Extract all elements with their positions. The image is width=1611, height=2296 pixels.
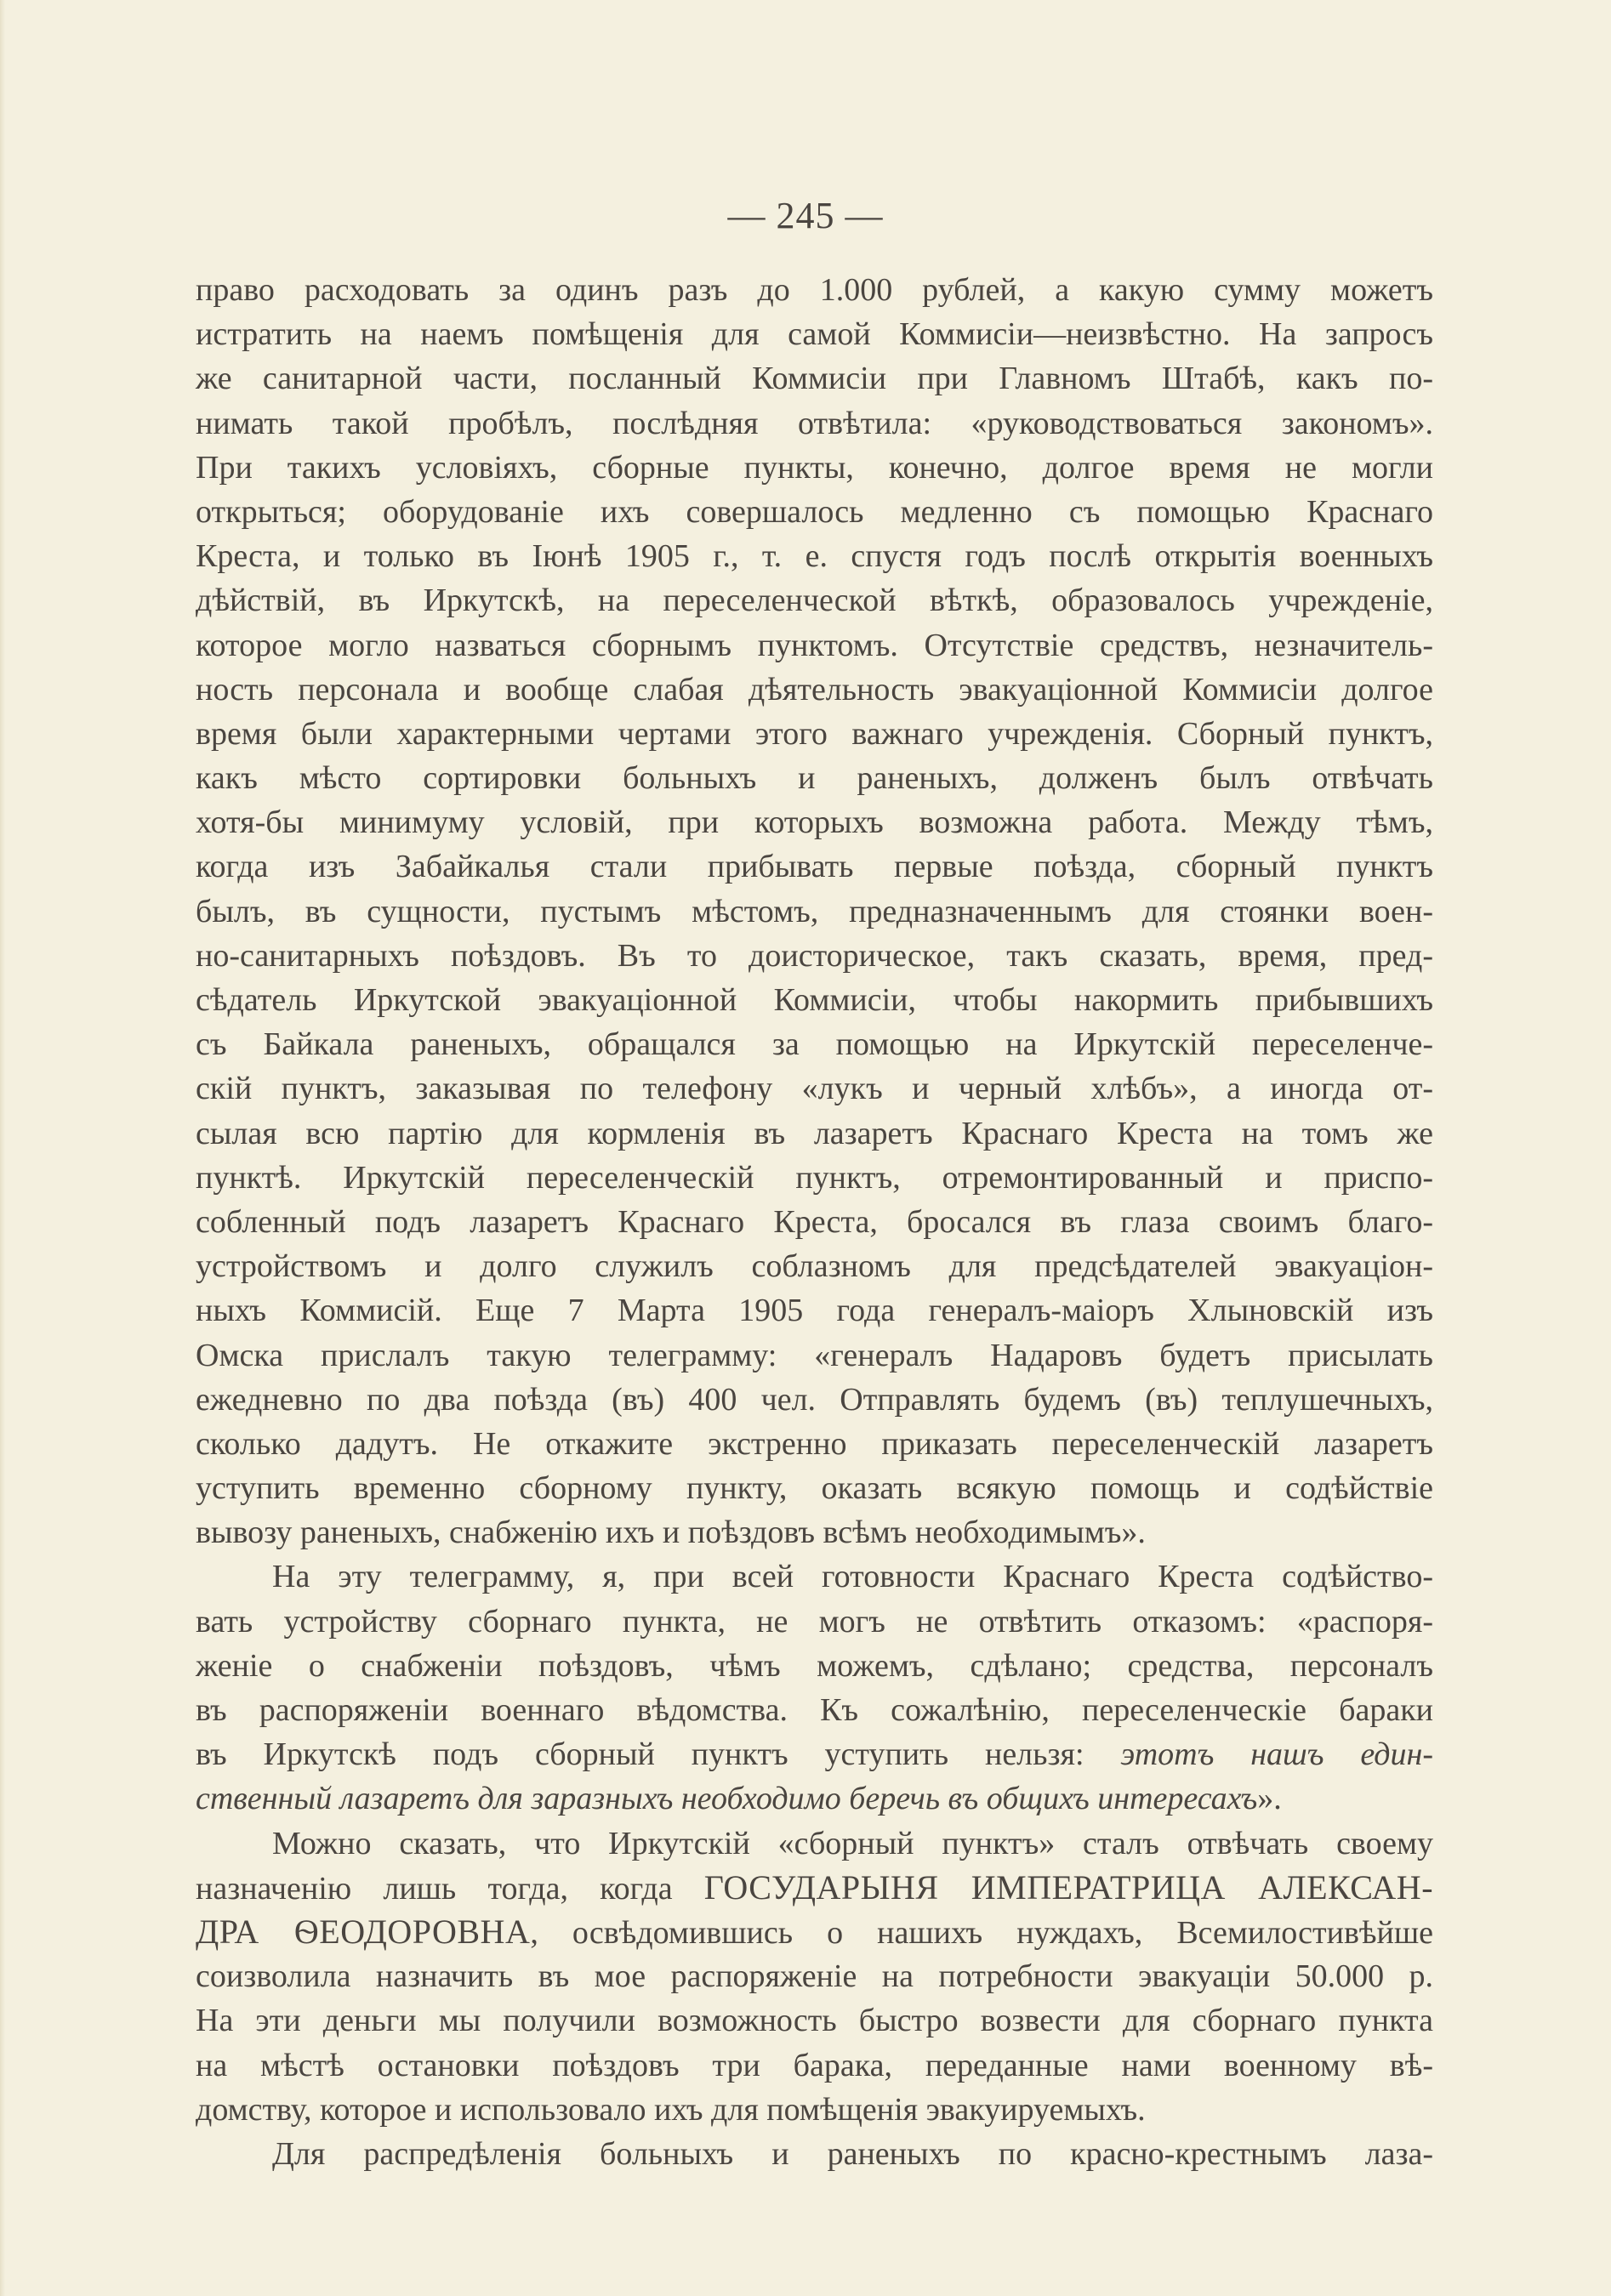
paragraph-start-line: На эту телеграмму, я, при всей готовности Краснаго Креста содѣйство- (272, 1559, 1433, 1595)
text-line: ныхъ Коммисій. Еще 7 Марта 1905 года генералъ-маіоръ Хлыновскій изъ (196, 1293, 1433, 1329)
text-line-mixed (196, 1910, 1433, 1954)
text-line: какъ мѣсто сортировки больныхъ и раненыхъ, долженъ былъ отвѣчать (196, 760, 1433, 797)
page-number: — 245 — (727, 195, 884, 236)
text-line: но-санитарныхъ поѣздовъ. Въ то доисторическое, такъ сказать, время, пред- (196, 937, 1433, 974)
text-line: скій пунктъ, заказывая по телефону «лукъ и черный хлѣбъ», а иногда от- (196, 1071, 1433, 1107)
text-line: вывозу раненыхъ, снабженію ихъ и поѣздовъ всѣмъ необходимымъ». (196, 1515, 1146, 1551)
italic-segment: этотъ нашъ един- (1120, 1736, 1434, 1773)
text-line: нимать такой пробѣлъ, послѣдняя отвѣтила: «руководствоваться закономъ». (196, 405, 1433, 441)
italic-segment: ственный лазаретъ для заразныхъ необходимо беречь въ общихъ интересахъ (196, 1781, 1258, 1817)
text-line: когда изъ Забайкалья стали прибывать первые поѣзда, сборный пунктъ (196, 849, 1433, 885)
text-line: дѣйствій, въ Иркутскѣ, на переселенческой вѣткѣ, образовалось учрежденіе, (196, 583, 1433, 619)
text-line: Омска прислалъ такую телеграмму: «генералъ Надаровъ будетъ присылать (196, 1337, 1433, 1373)
text-line: домству, которое и использовало ихъ для помѣщенія эвакуируемыхъ. (196, 2091, 1146, 2128)
text-line: на мѣстѣ остановки поѣздовъ три барака, переданные нами военному вѣ- (196, 2047, 1433, 2083)
text-line: съ Байкала раненыхъ, обращался за помощью на Иркутскій переселенче- (196, 1026, 1433, 1063)
text-line: уступить временно сборному пункту, оказать всякую помощь и содѣйствіе (196, 1470, 1433, 1507)
text-line-mixed (196, 1866, 1433, 1910)
text-line: Креста, и только въ Іюнѣ 1905 г., т. е. спустя годъ послѣ открытія военныхъ (196, 538, 1433, 575)
text-line: На эти деньги мы получили возможность быстро возвести для сборнаго пункта (196, 2003, 1433, 2039)
text-line: былъ, въ сущности, пустымъ мѣстомъ, предназначеннымъ для стоянки воен- (196, 893, 1433, 929)
caps-segment: ДРА ѲЕОДОРОВНА (196, 1912, 531, 1951)
text-segment: , освѣдомившись о нашихъ нуждахъ, Всемилостивѣйше (530, 1914, 1433, 1951)
text-line: женіе о снабженіи поѣздовъ, чѣмъ можемъ, сдѣлано; средства, персоналъ (196, 1647, 1433, 1684)
text-line: сколько дадутъ. Не откажите экстренно приказать переселенческій лазаретъ (196, 1425, 1433, 1462)
text-line: ность персонала и вообще слабая дѣятельность эвакуаціонной Коммисіи долгое (196, 671, 1433, 708)
text-line: собленный подъ лазаретъ Краснаго Креста, бросался въ глаза своимъ благо- (196, 1203, 1433, 1240)
text-line: сѣдатель Иркутской эвакуаціонной Коммисіи, чтобы накормить прибывшихъ (196, 982, 1433, 1018)
text-segment: въ Иркутскѣ подъ сборный пунктъ уступить нельзя: (196, 1736, 1084, 1773)
text-line: устройствомъ и долго служилъ соблазномъ для предсѣдателей эвакуаціон- (196, 1248, 1433, 1285)
page-edge-shadow (0, 0, 5, 2296)
text-line: соизволила назначить въ мое распоряженіе на потребности эвакуаціи 50.000 р. (196, 1958, 1433, 1995)
text-line: истратить на наемъ помѣщенія для самой Коммисіи—неизвѣстно. На запросъ (196, 316, 1433, 353)
text-segment: назначенію лишь тогда, когда (196, 1870, 673, 1907)
caps-segment: ГОСУДАРЫНЯ ИМПЕРАТРИЦА АЛЕКСАН- (703, 1867, 1434, 1907)
text-segment: ». (1257, 1781, 1282, 1817)
text-line: открыться; оборудованіе ихъ совершалось медленно съ помощью Краснаго (196, 493, 1433, 530)
text-line: которое могло назваться сборнымъ пунктомъ. Отсутствіе средствъ, незначитель- (196, 627, 1433, 663)
main-text (196, 268, 1433, 2176)
text-line: При такихъ условіяхъ, сборные пункты, конечно, долгое время не могли (196, 449, 1433, 486)
text-line: вать устройству сборнаго пункта, не могъ не отвѣтить отказомъ: «распоря- (196, 1603, 1433, 1640)
paragraph-start-line: Для распредѣленія больныхъ и раненыхъ по красно-крестнымъ лаза- (272, 2135, 1433, 2172)
text-line: хотя-бы минимуму условій, при которыхъ возможна работа. Между тѣмъ, (196, 804, 1433, 841)
text-line: же санитарной части, посланный Коммисіи при Главномъ Штабѣ, какъ по- (196, 361, 1433, 397)
text-line: сылая всю партію для кормленія въ лазаретъ Краснаго Креста на томъ же (196, 1115, 1433, 1151)
text-line: пунктѣ. Иркутскій переселенческій пунктъ, отремонтированный и приспо- (196, 1159, 1433, 1196)
paragraph-start-line: Можно сказать, что Иркутскій «сборный пунктъ» сталъ отвѣчать своему (272, 1825, 1433, 1861)
text-line: ежедневно по два поѣзда (въ) 400 чел. Отправлять будемъ (въ) теплушечныхъ, (196, 1381, 1433, 1418)
text-line-mixed (196, 1732, 1433, 1776)
text-line: право расходовать за одинъ разъ до 1.000 рублей, а какую сумму можетъ (196, 272, 1433, 308)
text-line-mixed (196, 1776, 1433, 1821)
text-line: время были характерными чертами этого важнаго учрежденія. Сборный пунктъ, (196, 715, 1433, 752)
text-line: въ распоряженіи военнаго вѣдомства. Къ сожалѣнію, переселенческіе бараки (196, 1692, 1433, 1728)
